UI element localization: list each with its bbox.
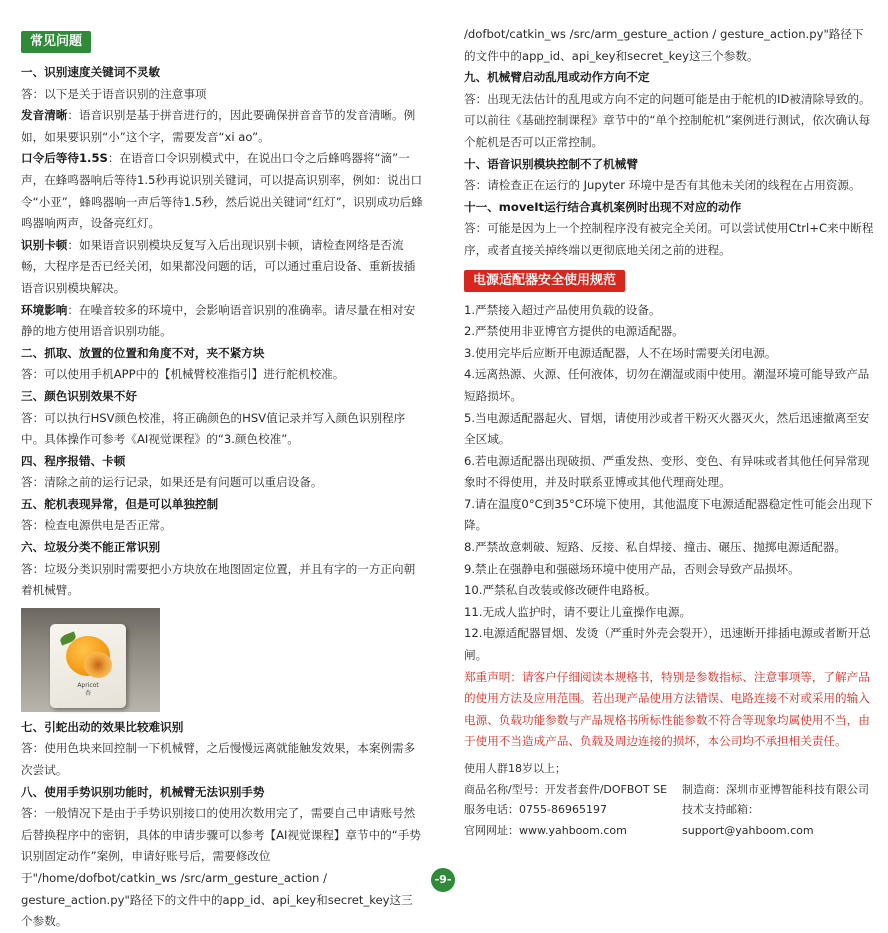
faq-answer-11: 答：可能是因为上一个控制程序没有被完全关闭。可以尝试使用Ctrl+C来中断程序，或者直接关掉终端以更彻底地关闭之前的进程。	[464, 221, 874, 257]
faq-answer-7: 答：使用色块来回控制一下机械臂，之后慢慢远离就能触发效果，本案例需多次尝试。	[21, 741, 416, 778]
safety-badge: 电源适配器安全使用规范	[464, 270, 625, 292]
left-column	[21, 0, 424, 929]
tip-text: ：在噪音较多的环境中，会影响语音识别的准确率。请尽量在相对安静的地方使用语音识别功能。	[21, 302, 416, 339]
footer	[464, 759, 874, 841]
garbage-cube	[50, 624, 126, 708]
tip-lead: 识别卡顿	[21, 237, 68, 252]
safety-item: 9.禁止在强静电和强磁场环境中使用产品，否则会导致产品损坏。	[464, 561, 800, 576]
page-number: -9-	[431, 868, 455, 892]
faq-heading-2: 二、抓取、放置的位置和角度不对，夹不紧方块	[21, 345, 265, 360]
footer-product: 商品名称/型号：开发者套件/DOFBOT SE	[464, 782, 668, 796]
apricot-half-icon	[84, 652, 112, 678]
safety-item: 11.无成人监护时，请不要让儿童操作电源。	[464, 604, 692, 619]
faq-answer-10: 答：请检查正在运行的 Jupyter 环境中是否有其他未关闭的线程在占用资源。	[464, 178, 861, 193]
faq-answer-1-intro: 答：以下是关于语音识别的注意事项	[21, 86, 207, 101]
footer-age: 使用人群18岁以上；	[464, 762, 566, 775]
faq-heading-1: 一、识别速度关键词不灵敏	[21, 65, 161, 79]
safety-item: 5.当电源适配器起火、冒烟，请使用沙或者干粉灭火器灭火，然后迅速撤离至安全区域。	[464, 410, 870, 447]
safety-item: 1.严禁接入超过产品使用负载的设备。	[464, 302, 661, 317]
faq-answer-9: 答：出现无法估计的乱甩或方向不定的问题可能是由于舵机的ID被清除导致的。可以前往《基础控制课程》章节中的“单个控制舵机”案例进行测试，依次确认每个舵机是否可以正常控制。	[464, 91, 871, 149]
faq-heading-8: 八、使用手势识别功能时，机械臂无法识别手势	[21, 784, 265, 799]
faq-tip-wait	[21, 148, 424, 234]
safety-item: 7.请在温度0°C到35°C环境下使用，其他温度下电源适配器稳定性可能会出现下降。	[464, 496, 873, 533]
faq-answer-6: 答：垃圾分类识别时需要把小方块放在地图固定位置，并且有字的一方正向朝着机械臂。	[21, 561, 416, 598]
footer-website: 官网网址：www.yahboom.com	[464, 823, 627, 837]
faq-badge: 常见问题	[21, 31, 91, 53]
faq-tip-environment	[21, 300, 424, 343]
faq-answer-2: 答：可以使用手机APP中的【机械臂校准指引】进行舵机校准。	[21, 367, 345, 382]
safety-item: 8.严禁故意刺破、短路、反接、私自焊接、撞击、碾压、抛掷电源适配器。	[464, 540, 847, 555]
disclaimer: 郑重声明：请客户仔细阅读本规格书，特别是参数指标、注意事项等，了解产品的使用方法及应用范围。若出现产品使用方法错误、电路连接不对或采用的输入电源、负载功能参数与产品规格书所标性能参数不符合等现象均属使用不当，由于使用不当造成产品、负载及周边连接的损坏，本公司均不承担相关责任。	[464, 669, 870, 749]
tip-text: ：如果语音识别模块反复写入后出现识别卡顿，请检查网络是否流畅，大程序是否已经关闭，如果都没问题的话，可以通过重启设备、重新拔插语音识别模块解决。	[21, 237, 416, 295]
right-column	[464, 0, 874, 841]
faq-tip-lag	[21, 235, 424, 300]
faq-answer-3: 答：可以执行HSV颜色校准，将正确颜色的HSV值记录并写入颜色识别程序中。具体操作可参考《AI视觉课程》的“3.颜色校准”。	[21, 410, 406, 447]
faq-heading-3: 三、颜色识别效果不好	[21, 388, 137, 403]
footer-email: 技术支持邮箱：support@yahboom.com	[682, 803, 814, 837]
faq-heading-4: 四、程序报错、卡顿	[21, 453, 126, 468]
tip-lead: 口令后等待1.5S	[21, 151, 108, 166]
safety-item: 4.远离热源、火源、任何液体，切勿在潮湿或雨中使用。潮湿环境可能导致产品短路损坏。	[464, 367, 870, 403]
safety-item: 12.电源适配器冒烟、发烫（严重时外壳会裂开），迅速断开排插电源或者断开总闸。	[464, 626, 871, 663]
faq-heading-7: 七、引蛇出动的效果比较难识别	[21, 719, 184, 734]
faq-heading-5: 五、舵机表现异常，但是可以单独控制	[21, 496, 219, 511]
faq-heading-10: 十、语音识别模块控制不了机械臂	[464, 156, 638, 171]
faq-tip-pronunciation	[21, 105, 424, 148]
faq-heading-11: 十一、moveIt运行结合真机案例时出现不对应的动作	[464, 199, 742, 214]
faq-answer-8-continued: /dofbot/catkin_ws /src/arm_gesture_action / gesture_action.py"路径下的文件中的app_id、api_key和secret_key这三个参数。	[464, 27, 864, 63]
cube-label-cn: 杏	[84, 689, 91, 697]
faq-heading-9: 九、机械臂启动乱甩或动作方向不定	[464, 70, 650, 85]
footer-phone: 服务电话：0755-86965197	[464, 803, 607, 816]
tip-text: ：在语音口令识别模式中，在说出口令之后蜂鸣器将“滴”一声，在蜂鸣器响后等待1.5秒再说识别关键词，可以提高识别率，例如：说出口令“小亚”，蜂鸣器响一声后等待1.5秒，然后说出关键词“红灯”，识别成功后蜂鸣器响两声，设备亮红灯。	[21, 151, 423, 231]
apricot-cube-photo	[21, 608, 160, 712]
tip-lead: 发音清晰	[21, 108, 68, 123]
safety-item: 10.严禁私自改装或修改硬件电路板。	[464, 583, 657, 598]
safety-item: 3.使用完毕后应断开电源适配器，人不在场时需要关闭电源。	[464, 345, 777, 360]
cube-label	[50, 682, 126, 698]
footer-manufacturer: 制造商：深圳市亚博智能科技有限公司	[682, 782, 869, 796]
tip-lead: 环境影响	[21, 302, 68, 317]
tip-text: ：语音识别是基于拼音进行的，因此要确保拼音音节的发音清晰。例如，如果要识别“小”这个字，需要发音“xi ao”。	[21, 108, 416, 144]
safety-item: 6.若电源适配器出现破损、严重发热、变形、变色、有异味或者其他任何异常现象时不得使用，并及时联系亚博或其他代理商处理。	[464, 453, 870, 490]
cube-label-en: Apricot	[77, 681, 99, 689]
faq-answer-4: 答：清除之前的运行记录，如果还是有问题可以重启设备。	[21, 475, 323, 490]
safety-item: 2.严禁使用非亚博官方提供的电源适配器。	[464, 324, 684, 339]
faq-heading-6: 六、垃圾分类不能正常识别	[21, 540, 161, 555]
faq-answer-5: 答：检查电源供电是否正常。	[21, 518, 172, 533]
faq-answer-8: 答：一般情况下是由于手势识别接口的使用次数用完了，需要自己申请账号然后替换程序中的密钥，具体的申请步骤可以参考【AI视觉课程】章节中的“手势识别固定动作”案例，申请好账号后，需要修改位于"/home/dofbot/catkin_ws /src/arm_gesture_action / gesture_action.py"路径下的文件中的app_id、api_key和secret_key这三个参数。	[21, 806, 421, 929]
